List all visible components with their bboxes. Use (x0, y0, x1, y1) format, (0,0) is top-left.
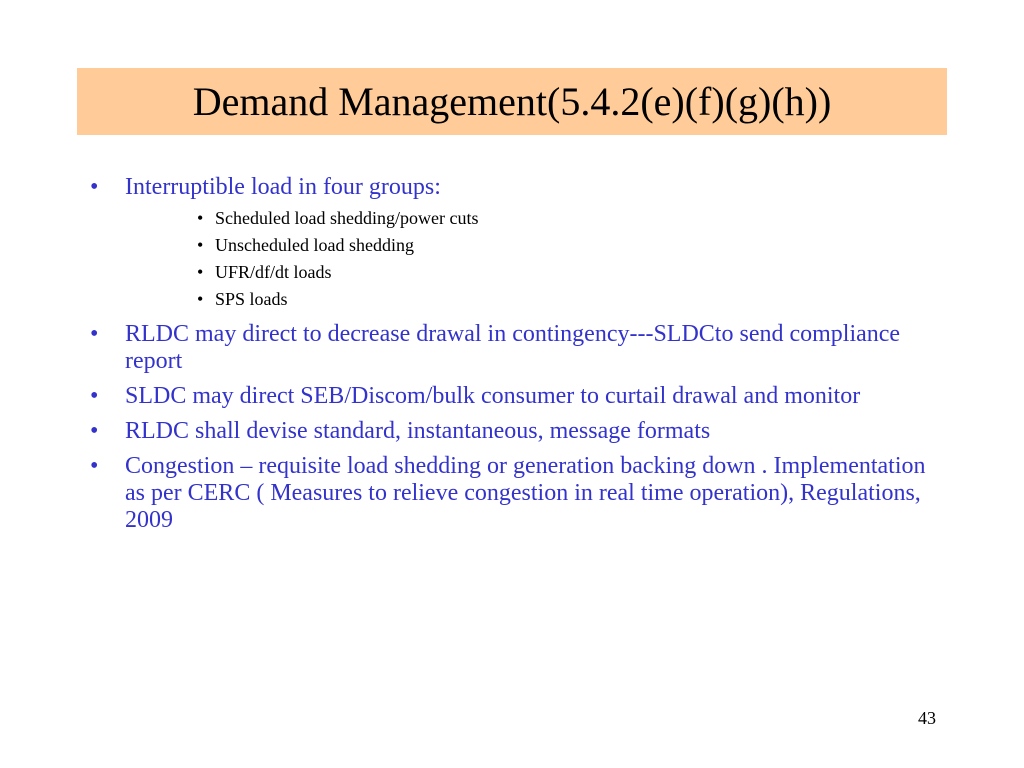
bullet-text: SLDC may direct SEB/Discom/bulk consumer to curtail drawal and monitor (125, 383, 861, 409)
bullet-item (90, 418, 930, 445)
sub-bullet-text: UFR/df/dt loads (215, 262, 332, 282)
bullet-list (90, 174, 930, 534)
bullet-icon: • (90, 453, 99, 479)
slide-body (90, 174, 930, 542)
bullet-icon: • (90, 383, 99, 409)
sub-bullet-icon: • (197, 235, 204, 255)
bullet-icon: • (90, 418, 99, 444)
sub-bullet-item (125, 232, 930, 259)
bullet-item (90, 321, 930, 375)
sub-bullet-text: SPS loads (215, 289, 288, 309)
sub-bullet-item (125, 205, 930, 232)
bullet-item (90, 174, 930, 313)
bullet-icon: • (90, 174, 99, 200)
bullet-text: Interruptible load in four groups: (125, 174, 441, 200)
bullet-text: RLDC shall devise standard, instantaneous, message formats (125, 418, 711, 444)
sub-bullet-icon: • (197, 289, 204, 309)
bullet-icon: • (90, 321, 99, 347)
sub-bullet-item (125, 259, 930, 286)
sub-bullet-text: Scheduled load shedding/power cuts (215, 208, 479, 228)
bullet-text: Congestion – requisite load shedding or generation backing down . Implementation as per CERC ( Measures to relieve congestion in real time operation), Regulations, 2009 (125, 453, 926, 533)
slide-title: Demand Management(5.4.2(e)(f)(g)(h)) (192, 78, 832, 124)
page-number: 43 (918, 708, 936, 728)
sub-bullet-icon: • (197, 208, 204, 228)
slide-title-banner (77, 68, 947, 135)
bullet-text: RLDC may direct to decrease drawal in contingency---SLDCto send compliance report (125, 321, 901, 374)
bullet-item (90, 383, 930, 410)
bullet-item (90, 453, 930, 534)
sub-bullet-text: Unscheduled load shedding (215, 235, 414, 255)
sub-bullet-list (125, 205, 930, 313)
sub-bullet-icon: • (197, 262, 204, 282)
sub-bullet-item (125, 286, 930, 313)
